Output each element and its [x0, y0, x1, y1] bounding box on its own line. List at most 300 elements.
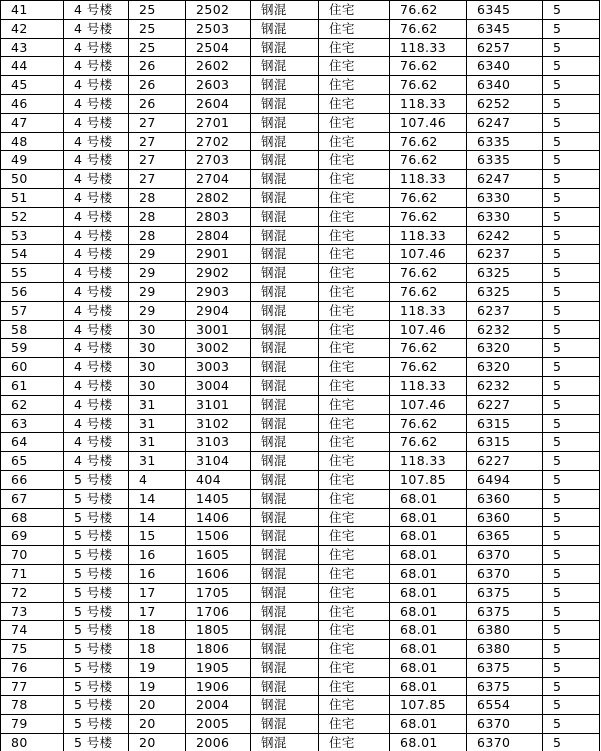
cell-price: 6370 [467, 546, 543, 565]
cell-room: 2006 [186, 734, 251, 751]
cell-building: 5 号楼 [64, 470, 129, 489]
cell-room: 2603 [186, 76, 251, 95]
cell-structure: 钢混 [251, 38, 319, 57]
table-row [1, 640, 600, 659]
cell-building: 5 号楼 [64, 640, 129, 659]
cell-floor: 31 [129, 452, 186, 471]
cell-use: 住宅 [319, 602, 390, 621]
cell-use: 住宅 [319, 433, 390, 452]
cell-row_no: 78 [1, 696, 64, 715]
cell-structure: 钢混 [251, 564, 319, 583]
table-row [1, 301, 600, 320]
cell-room: 1806 [186, 640, 251, 659]
cell-col9: 5 [543, 395, 600, 414]
cell-use: 住宅 [319, 113, 390, 132]
cell-floor: 26 [129, 76, 186, 95]
cell-floor: 18 [129, 640, 186, 659]
cell-use: 住宅 [319, 1, 390, 20]
cell-use: 住宅 [319, 696, 390, 715]
table-body [1, 1, 600, 751]
cell-structure: 钢混 [251, 470, 319, 489]
cell-room: 3101 [186, 395, 251, 414]
cell-col9: 5 [543, 583, 600, 602]
cell-structure: 钢混 [251, 583, 319, 602]
cell-area: 76.62 [390, 264, 467, 283]
cell-building: 4 号楼 [64, 19, 129, 38]
cell-price: 6330 [467, 188, 543, 207]
cell-building: 4 号楼 [64, 414, 129, 433]
cell-col9: 5 [543, 376, 600, 395]
cell-row_no: 62 [1, 395, 64, 414]
cell-area: 76.62 [390, 76, 467, 95]
table-row [1, 489, 600, 508]
cell-building: 4 号楼 [64, 94, 129, 113]
table-row [1, 282, 600, 301]
cell-room: 1905 [186, 658, 251, 677]
cell-structure: 钢混 [251, 226, 319, 245]
cell-use: 住宅 [319, 358, 390, 377]
cell-area: 68.01 [390, 602, 467, 621]
cell-floor: 20 [129, 696, 186, 715]
table-row [1, 358, 600, 377]
cell-col9: 5 [543, 188, 600, 207]
cell-col9: 5 [543, 546, 600, 565]
cell-price: 6320 [467, 339, 543, 358]
cell-price: 6330 [467, 207, 543, 226]
cell-room: 1506 [186, 527, 251, 546]
cell-room: 3103 [186, 433, 251, 452]
table-row [1, 1, 600, 20]
cell-use: 住宅 [319, 57, 390, 76]
cell-building: 5 号楼 [64, 734, 129, 751]
cell-structure: 钢混 [251, 320, 319, 339]
cell-use: 住宅 [319, 132, 390, 151]
cell-col9: 5 [543, 320, 600, 339]
cell-col9: 5 [543, 527, 600, 546]
cell-room: 2504 [186, 38, 251, 57]
cell-price: 6227 [467, 395, 543, 414]
cell-building: 4 号楼 [64, 113, 129, 132]
cell-row_no: 73 [1, 602, 64, 621]
table-row [1, 132, 600, 151]
cell-area: 107.85 [390, 696, 467, 715]
cell-price: 6325 [467, 264, 543, 283]
cell-use: 住宅 [319, 188, 390, 207]
cell-col9: 5 [543, 602, 600, 621]
cell-building: 5 号楼 [64, 715, 129, 734]
cell-area: 76.62 [390, 282, 467, 301]
cell-row_no: 76 [1, 658, 64, 677]
cell-area: 76.62 [390, 188, 467, 207]
cell-area: 76.62 [390, 132, 467, 151]
cell-building: 4 号楼 [64, 132, 129, 151]
cell-structure: 钢混 [251, 113, 319, 132]
table-row [1, 414, 600, 433]
cell-floor: 26 [129, 94, 186, 113]
cell-area: 76.62 [390, 207, 467, 226]
cell-col9: 5 [543, 76, 600, 95]
cell-structure: 钢混 [251, 76, 319, 95]
cell-structure: 钢混 [251, 527, 319, 546]
cell-building: 4 号楼 [64, 188, 129, 207]
cell-room: 2502 [186, 1, 251, 20]
cell-structure: 钢混 [251, 433, 319, 452]
cell-floor: 20 [129, 734, 186, 751]
table-row [1, 433, 600, 452]
cell-col9: 5 [543, 38, 600, 57]
cell-col9: 5 [543, 282, 600, 301]
cell-floor: 27 [129, 113, 186, 132]
cell-floor: 28 [129, 226, 186, 245]
cell-row_no: 57 [1, 301, 64, 320]
cell-price: 6370 [467, 734, 543, 751]
cell-structure: 钢混 [251, 715, 319, 734]
cell-area: 68.01 [390, 621, 467, 640]
cell-price: 6247 [467, 113, 543, 132]
cell-row_no: 43 [1, 38, 64, 57]
cell-use: 住宅 [319, 226, 390, 245]
cell-structure: 钢混 [251, 621, 319, 640]
cell-col9: 5 [543, 301, 600, 320]
cell-room: 1805 [186, 621, 251, 640]
cell-floor: 27 [129, 151, 186, 170]
cell-price: 6370 [467, 564, 543, 583]
cell-floor: 15 [129, 527, 186, 546]
cell-row_no: 67 [1, 489, 64, 508]
table-row [1, 395, 600, 414]
cell-col9: 5 [543, 564, 600, 583]
cell-floor: 14 [129, 508, 186, 527]
cell-use: 住宅 [319, 282, 390, 301]
cell-use: 住宅 [319, 470, 390, 489]
cell-building: 4 号楼 [64, 226, 129, 245]
cell-room: 2704 [186, 170, 251, 189]
cell-price: 6345 [467, 19, 543, 38]
cell-structure: 钢混 [251, 282, 319, 301]
cell-row_no: 42 [1, 19, 64, 38]
cell-row_no: 69 [1, 527, 64, 546]
cell-use: 住宅 [319, 452, 390, 471]
cell-floor: 30 [129, 358, 186, 377]
cell-room: 3104 [186, 452, 251, 471]
cell-area: 68.01 [390, 508, 467, 527]
table-row [1, 19, 600, 38]
cell-floor: 27 [129, 170, 186, 189]
table-row [1, 602, 600, 621]
table-row [1, 226, 600, 245]
cell-use: 住宅 [319, 527, 390, 546]
cell-row_no: 55 [1, 264, 64, 283]
cell-building: 4 号楼 [64, 376, 129, 395]
cell-use: 住宅 [319, 489, 390, 508]
cell-row_no: 56 [1, 282, 64, 301]
cell-structure: 钢混 [251, 489, 319, 508]
cell-col9: 5 [543, 677, 600, 696]
cell-use: 住宅 [319, 508, 390, 527]
cell-price: 6375 [467, 658, 543, 677]
cell-building: 5 号楼 [64, 696, 129, 715]
cell-building: 4 号楼 [64, 264, 129, 283]
cell-row_no: 60 [1, 358, 64, 377]
cell-structure: 钢混 [251, 339, 319, 358]
table-row [1, 188, 600, 207]
cell-building: 4 号楼 [64, 301, 129, 320]
cell-building: 5 号楼 [64, 527, 129, 546]
cell-structure: 钢混 [251, 734, 319, 751]
cell-floor: 14 [129, 489, 186, 508]
table-row [1, 527, 600, 546]
cell-col9: 5 [543, 508, 600, 527]
cell-use: 住宅 [319, 245, 390, 264]
table-row [1, 677, 600, 696]
cell-area: 118.33 [390, 94, 467, 113]
cell-floor: 19 [129, 677, 186, 696]
cell-row_no: 70 [1, 546, 64, 565]
cell-price: 6375 [467, 602, 543, 621]
cell-room: 2903 [186, 282, 251, 301]
cell-structure: 钢混 [251, 677, 319, 696]
cell-area: 76.62 [390, 339, 467, 358]
cell-use: 住宅 [319, 76, 390, 95]
cell-row_no: 46 [1, 94, 64, 113]
table-row [1, 376, 600, 395]
cell-floor: 17 [129, 583, 186, 602]
cell-area: 68.01 [390, 658, 467, 677]
cell-price: 6227 [467, 452, 543, 471]
table-row [1, 38, 600, 57]
cell-price: 6375 [467, 583, 543, 602]
table-row [1, 546, 600, 565]
cell-use: 住宅 [319, 94, 390, 113]
table-row [1, 734, 600, 751]
cell-building: 4 号楼 [64, 57, 129, 76]
cell-area: 68.01 [390, 527, 467, 546]
cell-use: 住宅 [319, 170, 390, 189]
cell-col9: 5 [543, 640, 600, 659]
cell-room: 1405 [186, 489, 251, 508]
cell-room: 3102 [186, 414, 251, 433]
cell-col9: 5 [543, 226, 600, 245]
cell-use: 住宅 [319, 207, 390, 226]
cell-room: 2703 [186, 151, 251, 170]
cell-room: 2005 [186, 715, 251, 734]
cell-price: 6257 [467, 38, 543, 57]
cell-row_no: 75 [1, 640, 64, 659]
cell-structure: 钢混 [251, 132, 319, 151]
table-row [1, 583, 600, 602]
cell-area: 118.33 [390, 301, 467, 320]
cell-use: 住宅 [319, 151, 390, 170]
cell-floor: 29 [129, 282, 186, 301]
cell-floor: 25 [129, 19, 186, 38]
cell-row_no: 48 [1, 132, 64, 151]
cell-room: 2902 [186, 264, 251, 283]
cell-row_no: 49 [1, 151, 64, 170]
cell-floor: 26 [129, 57, 186, 76]
cell-area: 76.62 [390, 358, 467, 377]
cell-row_no: 77 [1, 677, 64, 696]
cell-area: 68.01 [390, 546, 467, 565]
cell-row_no: 65 [1, 452, 64, 471]
cell-use: 住宅 [319, 19, 390, 38]
cell-building: 5 号楼 [64, 602, 129, 621]
cell-floor: 28 [129, 207, 186, 226]
cell-row_no: 66 [1, 470, 64, 489]
cell-use: 住宅 [319, 715, 390, 734]
table-row [1, 94, 600, 113]
cell-col9: 5 [543, 715, 600, 734]
cell-col9: 5 [543, 170, 600, 189]
cell-room: 2702 [186, 132, 251, 151]
cell-col9: 5 [543, 452, 600, 471]
cell-use: 住宅 [319, 414, 390, 433]
cell-area: 76.62 [390, 414, 467, 433]
cell-row_no: 54 [1, 245, 64, 264]
cell-floor: 19 [129, 658, 186, 677]
cell-area: 118.33 [390, 376, 467, 395]
cell-building: 4 号楼 [64, 245, 129, 264]
cell-building: 4 号楼 [64, 76, 129, 95]
cell-floor: 31 [129, 395, 186, 414]
cell-row_no: 79 [1, 715, 64, 734]
cell-price: 6365 [467, 527, 543, 546]
cell-room: 1406 [186, 508, 251, 527]
cell-area: 118.33 [390, 226, 467, 245]
cell-price: 6315 [467, 433, 543, 452]
cell-structure: 钢混 [251, 94, 319, 113]
cell-structure: 钢混 [251, 188, 319, 207]
cell-area: 118.33 [390, 452, 467, 471]
table-row [1, 339, 600, 358]
cell-building: 5 号楼 [64, 583, 129, 602]
cell-row_no: 72 [1, 583, 64, 602]
table-row [1, 57, 600, 76]
cell-room: 2004 [186, 696, 251, 715]
cell-col9: 5 [543, 489, 600, 508]
table-row [1, 508, 600, 527]
cell-area: 107.46 [390, 395, 467, 414]
cell-price: 6380 [467, 640, 543, 659]
cell-price: 6340 [467, 76, 543, 95]
cell-floor: 4 [129, 470, 186, 489]
cell-price: 6252 [467, 94, 543, 113]
cell-use: 住宅 [319, 640, 390, 659]
cell-structure: 钢混 [251, 452, 319, 471]
cell-row_no: 61 [1, 376, 64, 395]
cell-row_no: 52 [1, 207, 64, 226]
cell-floor: 29 [129, 264, 186, 283]
cell-area: 76.62 [390, 1, 467, 20]
cell-row_no: 71 [1, 564, 64, 583]
cell-building: 5 号楼 [64, 677, 129, 696]
cell-use: 住宅 [319, 376, 390, 395]
cell-col9: 5 [543, 339, 600, 358]
cell-col9: 5 [543, 658, 600, 677]
cell-building: 4 号楼 [64, 395, 129, 414]
cell-building: 5 号楼 [64, 564, 129, 583]
cell-room: 2604 [186, 94, 251, 113]
table-row [1, 621, 600, 640]
cell-price: 6232 [467, 376, 543, 395]
cell-price: 6345 [467, 1, 543, 20]
cell-price: 6335 [467, 132, 543, 151]
table-row [1, 170, 600, 189]
cell-room: 2804 [186, 226, 251, 245]
table-row [1, 470, 600, 489]
cell-col9: 5 [543, 358, 600, 377]
cell-area: 68.01 [390, 583, 467, 602]
cell-building: 4 号楼 [64, 452, 129, 471]
cell-area: 107.46 [390, 320, 467, 339]
cell-floor: 31 [129, 433, 186, 452]
cell-col9: 5 [543, 696, 600, 715]
cell-row_no: 80 [1, 734, 64, 751]
cell-building: 4 号楼 [64, 339, 129, 358]
cell-building: 4 号楼 [64, 433, 129, 452]
cell-row_no: 50 [1, 170, 64, 189]
cell-structure: 钢混 [251, 207, 319, 226]
table-row [1, 715, 600, 734]
cell-floor: 29 [129, 301, 186, 320]
table-row [1, 207, 600, 226]
cell-area: 68.01 [390, 715, 467, 734]
cell-floor: 31 [129, 414, 186, 433]
cell-area: 118.33 [390, 38, 467, 57]
cell-price: 6247 [467, 170, 543, 189]
cell-structure: 钢混 [251, 358, 319, 377]
cell-use: 住宅 [319, 658, 390, 677]
cell-room: 1606 [186, 564, 251, 583]
cell-row_no: 44 [1, 57, 64, 76]
cell-building: 4 号楼 [64, 1, 129, 20]
cell-col9: 5 [543, 207, 600, 226]
cell-row_no: 47 [1, 113, 64, 132]
cell-price: 6237 [467, 245, 543, 264]
cell-room: 1605 [186, 546, 251, 565]
cell-price: 6315 [467, 414, 543, 433]
cell-floor: 30 [129, 376, 186, 395]
table-row [1, 113, 600, 132]
cell-floor: 30 [129, 320, 186, 339]
cell-room: 404 [186, 470, 251, 489]
cell-col9: 5 [543, 132, 600, 151]
table-row [1, 564, 600, 583]
cell-building: 4 号楼 [64, 207, 129, 226]
cell-structure: 钢混 [251, 602, 319, 621]
cell-area: 107.85 [390, 470, 467, 489]
cell-row_no: 68 [1, 508, 64, 527]
cell-room: 3004 [186, 376, 251, 395]
cell-row_no: 41 [1, 1, 64, 20]
cell-col9: 5 [543, 414, 600, 433]
cell-col9: 5 [543, 113, 600, 132]
cell-room: 1706 [186, 602, 251, 621]
cell-building: 5 号楼 [64, 489, 129, 508]
cell-structure: 钢混 [251, 245, 319, 264]
cell-area: 118.33 [390, 170, 467, 189]
cell-area: 68.01 [390, 489, 467, 508]
cell-floor: 30 [129, 339, 186, 358]
cell-area: 68.01 [390, 677, 467, 696]
cell-area: 76.62 [390, 57, 467, 76]
cell-col9: 5 [543, 433, 600, 452]
cell-floor: 18 [129, 621, 186, 640]
cell-price: 6340 [467, 57, 543, 76]
cell-structure: 钢混 [251, 57, 319, 76]
cell-building: 4 号楼 [64, 38, 129, 57]
cell-use: 住宅 [319, 583, 390, 602]
cell-price: 6320 [467, 358, 543, 377]
